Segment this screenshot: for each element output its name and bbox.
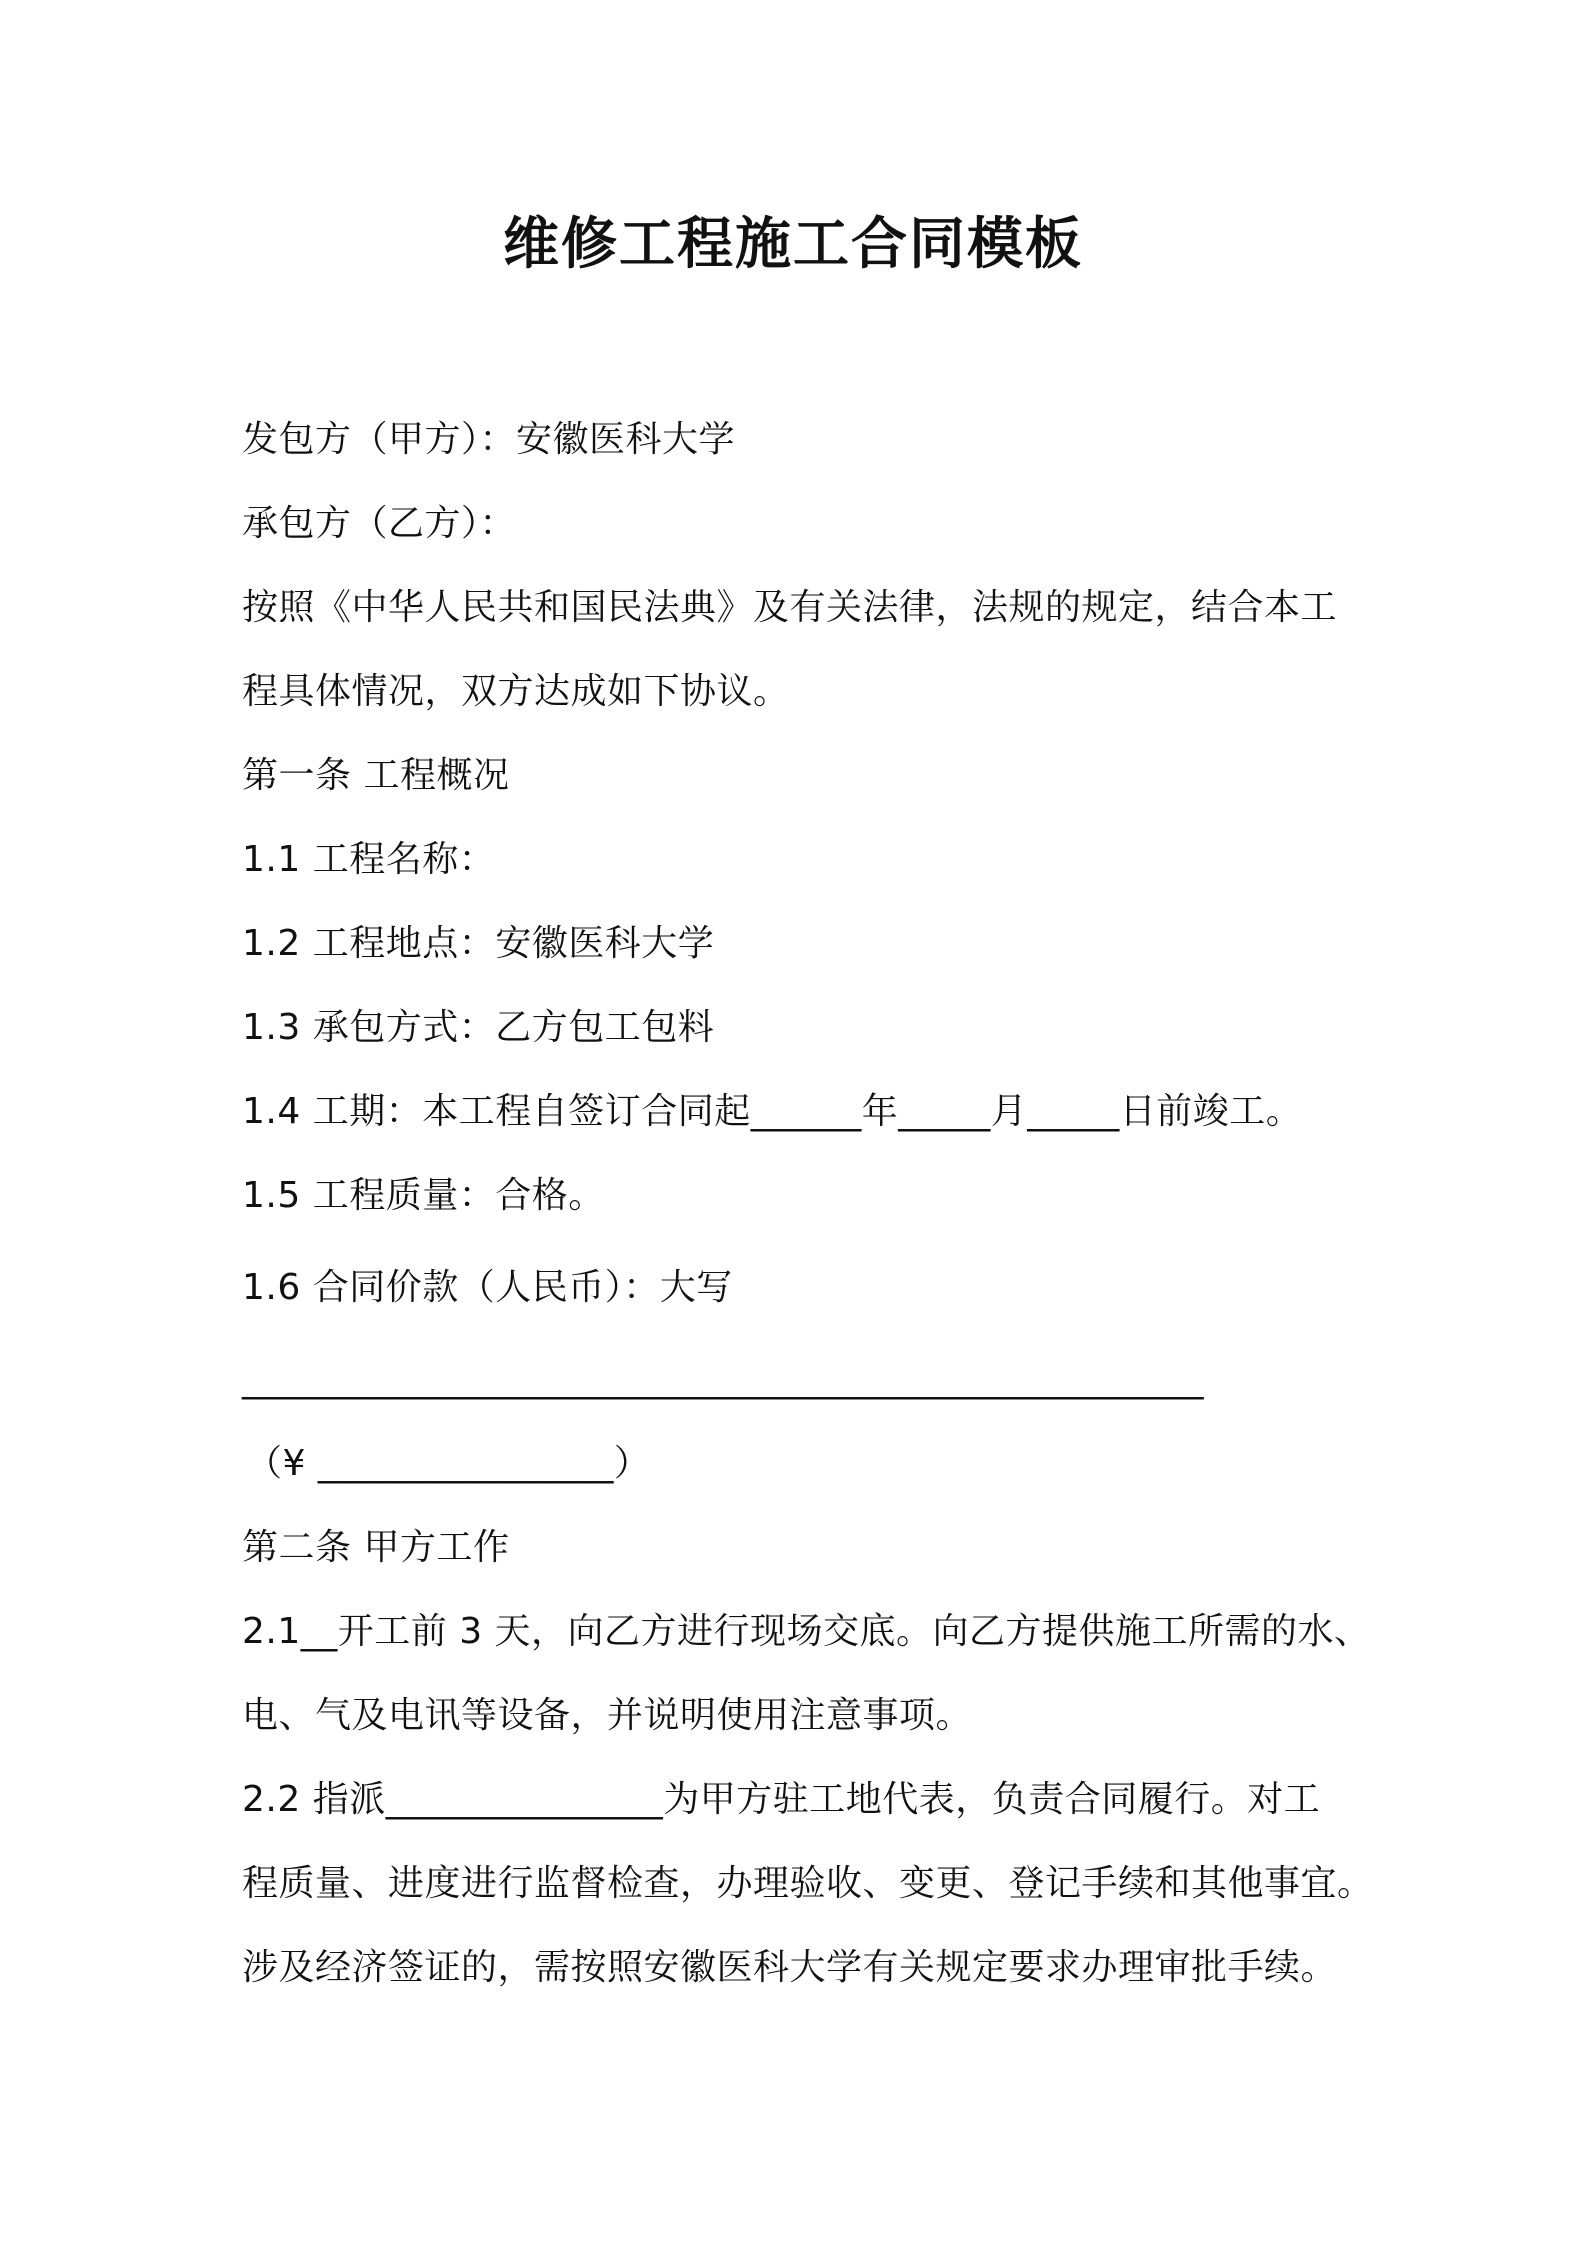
clause-1-6: 1.6 合同价款（人民币）：大写 bbox=[242, 1267, 733, 1308]
clause-2-2-line-3: 涉及经济签证的，需按照安徽医科大学有关规定要求办理审批手续。 bbox=[242, 1947, 1338, 1988]
preamble-line-2: 程具体情况，双方达成如下协议。 bbox=[242, 671, 790, 712]
article-2-heading: 第二条 甲方工作 bbox=[242, 1527, 510, 1568]
article-1-heading: 第一条 工程概况 bbox=[242, 755, 510, 796]
party-a-line: 发包方（甲方）：安徽医科大学 bbox=[242, 419, 736, 460]
clause-2-1-line-2: 电、气及电讯等设备，并说明使用注意事项。 bbox=[242, 1695, 973, 1736]
clause-1-1: 1.1 工程名称： bbox=[242, 839, 496, 880]
clause-2-2-line-2: 程质量、进度进行监督检查，办理验收、变更、登记手续和其他事宜。 bbox=[242, 1863, 1374, 1904]
document-body bbox=[242, 398, 1372, 2010]
party-b-line: 承包方（乙方）： bbox=[242, 503, 517, 544]
preamble-line-1: 按照《中华人民共和国民法典》及有关法律，法规的规定，结合本工 bbox=[242, 587, 1338, 628]
clause-1-5: 1.5 工程质量：合格。 bbox=[242, 1175, 605, 1216]
clause-2-2-line-1: 2.2 指派_______________为甲方驻工地代表，负责合同履行。对工 bbox=[242, 1779, 1321, 1820]
amount-blank-line: ____________________________________________________ bbox=[242, 1359, 1204, 1400]
clause-1-4: 1.4 工期：本工程自签订合同起______年_____月_____日前竣工。 bbox=[242, 1091, 1303, 1132]
clause-2-1-line-1: 2.1__开工前 3 天，向乙方进行现场交底。向乙方提供施工所需的水、 bbox=[242, 1611, 1371, 1652]
amount-yuan-line: （¥ ________________） bbox=[246, 1443, 651, 1484]
document-title: 维修工程施工合同模板 bbox=[503, 212, 1083, 277]
clause-1-3: 1.3 承包方式：乙方包工包料 bbox=[242, 1007, 715, 1048]
clause-1-2: 1.2 工程地点：安徽医科大学 bbox=[242, 923, 715, 964]
